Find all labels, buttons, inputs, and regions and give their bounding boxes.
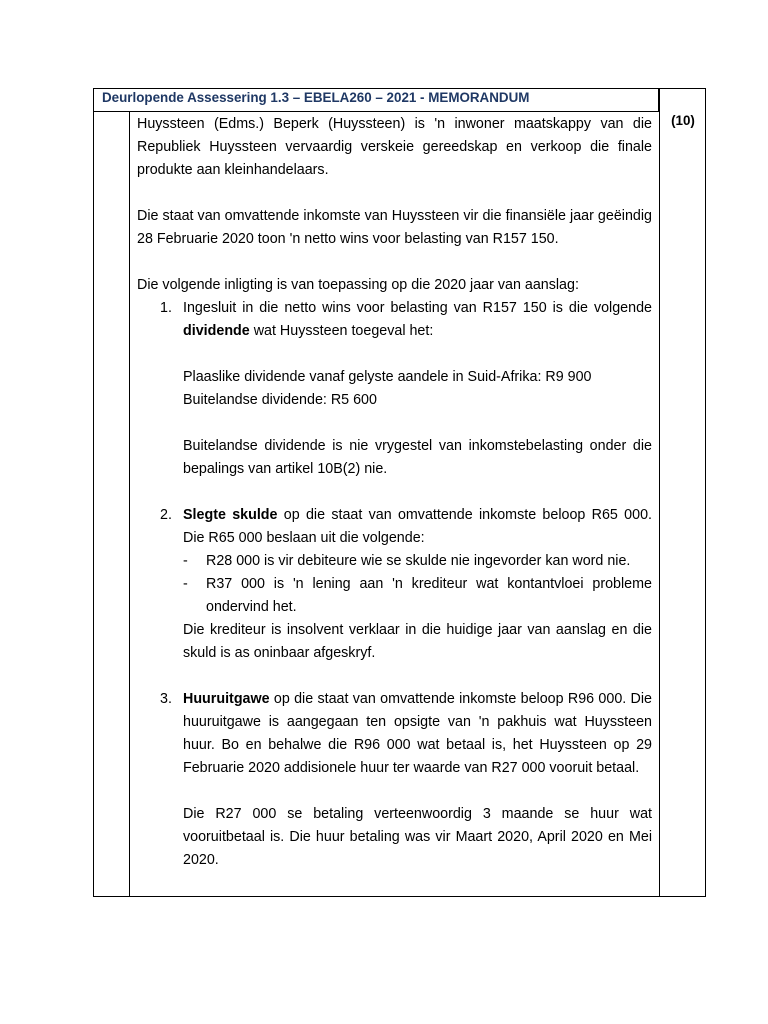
dash-bullet: -: [183, 576, 188, 592]
foreign-dividends-line: Buitelandse dividende: R5 600: [183, 392, 377, 408]
item-number: 1.: [160, 300, 172, 316]
intro-paragraph-3: Die volgende inligting is van toepassing op die 2020 jaar van aanslag:: [137, 277, 579, 293]
item-number: 3.: [160, 691, 172, 707]
list-item-3: [137, 688, 652, 872]
dash-bullet: -: [183, 553, 188, 569]
item-1-note: Buitelandse dividende is nie vrygestel van inkomstebelasting onder die bepalings van artikel 10B(2) nie.: [183, 438, 652, 477]
table-column-divider-left: [129, 111, 130, 897]
dash-list-item: - R37 000 is 'n lening aan 'n krediteur wat kontantvloei probleme ondervind het.: [183, 573, 652, 619]
table-column-divider-right: [659, 89, 660, 897]
list-item-1: [137, 297, 652, 481]
item-3-text: Huuruitgawe op die staat van omvattende inkomste beloop R96 000. Die huuruitgawe is aangegaan ten opsigte van 'n pakhuis wat Huyssteen huur. Bo en behalwe die R96 000 wat betaal is, het Huyssteen op 29 Februarie 2020 addisionele huur ter waarde van R27 000 vooruit betaal.: [183, 691, 652, 776]
table-header-row: [94, 89, 659, 112]
dash-list-item: - R28 000 is vir debiteure wie se skulde nie ingevorder kan word nie.: [183, 550, 652, 573]
item-2-bold: Slegte skulde: [183, 507, 278, 523]
memorandum-table: [93, 88, 706, 897]
question-content: [137, 113, 652, 872]
intro-paragraph-1: Huyssteen (Edms.) Beperk (Huyssteen) is 'n inwoner maatskappy van die Republiek Huyssteen vervaardig verskeie gereedskap en verkoop die finale produkte aan kleinhandelaars.: [137, 116, 652, 178]
local-dividends-line: Plaaslike dividende vanaf gelyste aandele in Suid-Afrika: R9 900: [183, 369, 592, 385]
item-3-note: Die R27 000 se betaling verteenwoordig 3 maande se huur wat vooruitbetaal is. Die huur betaling was vir Maart 2020, April 2020 en Mei 2020.: [183, 806, 652, 868]
intro-paragraph-2: Die staat van omvattende inkomste van Huyssteen vir die finansiële jaar geëindig 28 Februarie 2020 toon 'n netto wins voor belasting van R157 150.: [137, 208, 652, 247]
item-2-note: Die krediteur is insolvent verklaar in die huidige jaar van aanslag en die skuld is as oninbaar afgeskryf.: [183, 622, 652, 661]
item-number: 2.: [160, 507, 172, 523]
document-title: Deurlopende Assessering 1.3 – EBELA260 – 2021 - MEMORANDUM: [102, 90, 530, 105]
item-2-text: Slegte skulde op die staat van omvattende inkomste beloop R65 000. Die R65 000 beslaan uit die volgende:: [183, 507, 652, 546]
item-1-text: Ingesluit in die netto wins voor belasting van R157 150 is die volgende dividende wat Huyssteen toegeval het:: [183, 300, 652, 339]
item-3-bold: Huuruitgawe: [183, 691, 270, 707]
item-1-bold: dividende: [183, 323, 250, 339]
marks-label: (10): [671, 113, 695, 128]
list-item-2: [137, 504, 652, 665]
